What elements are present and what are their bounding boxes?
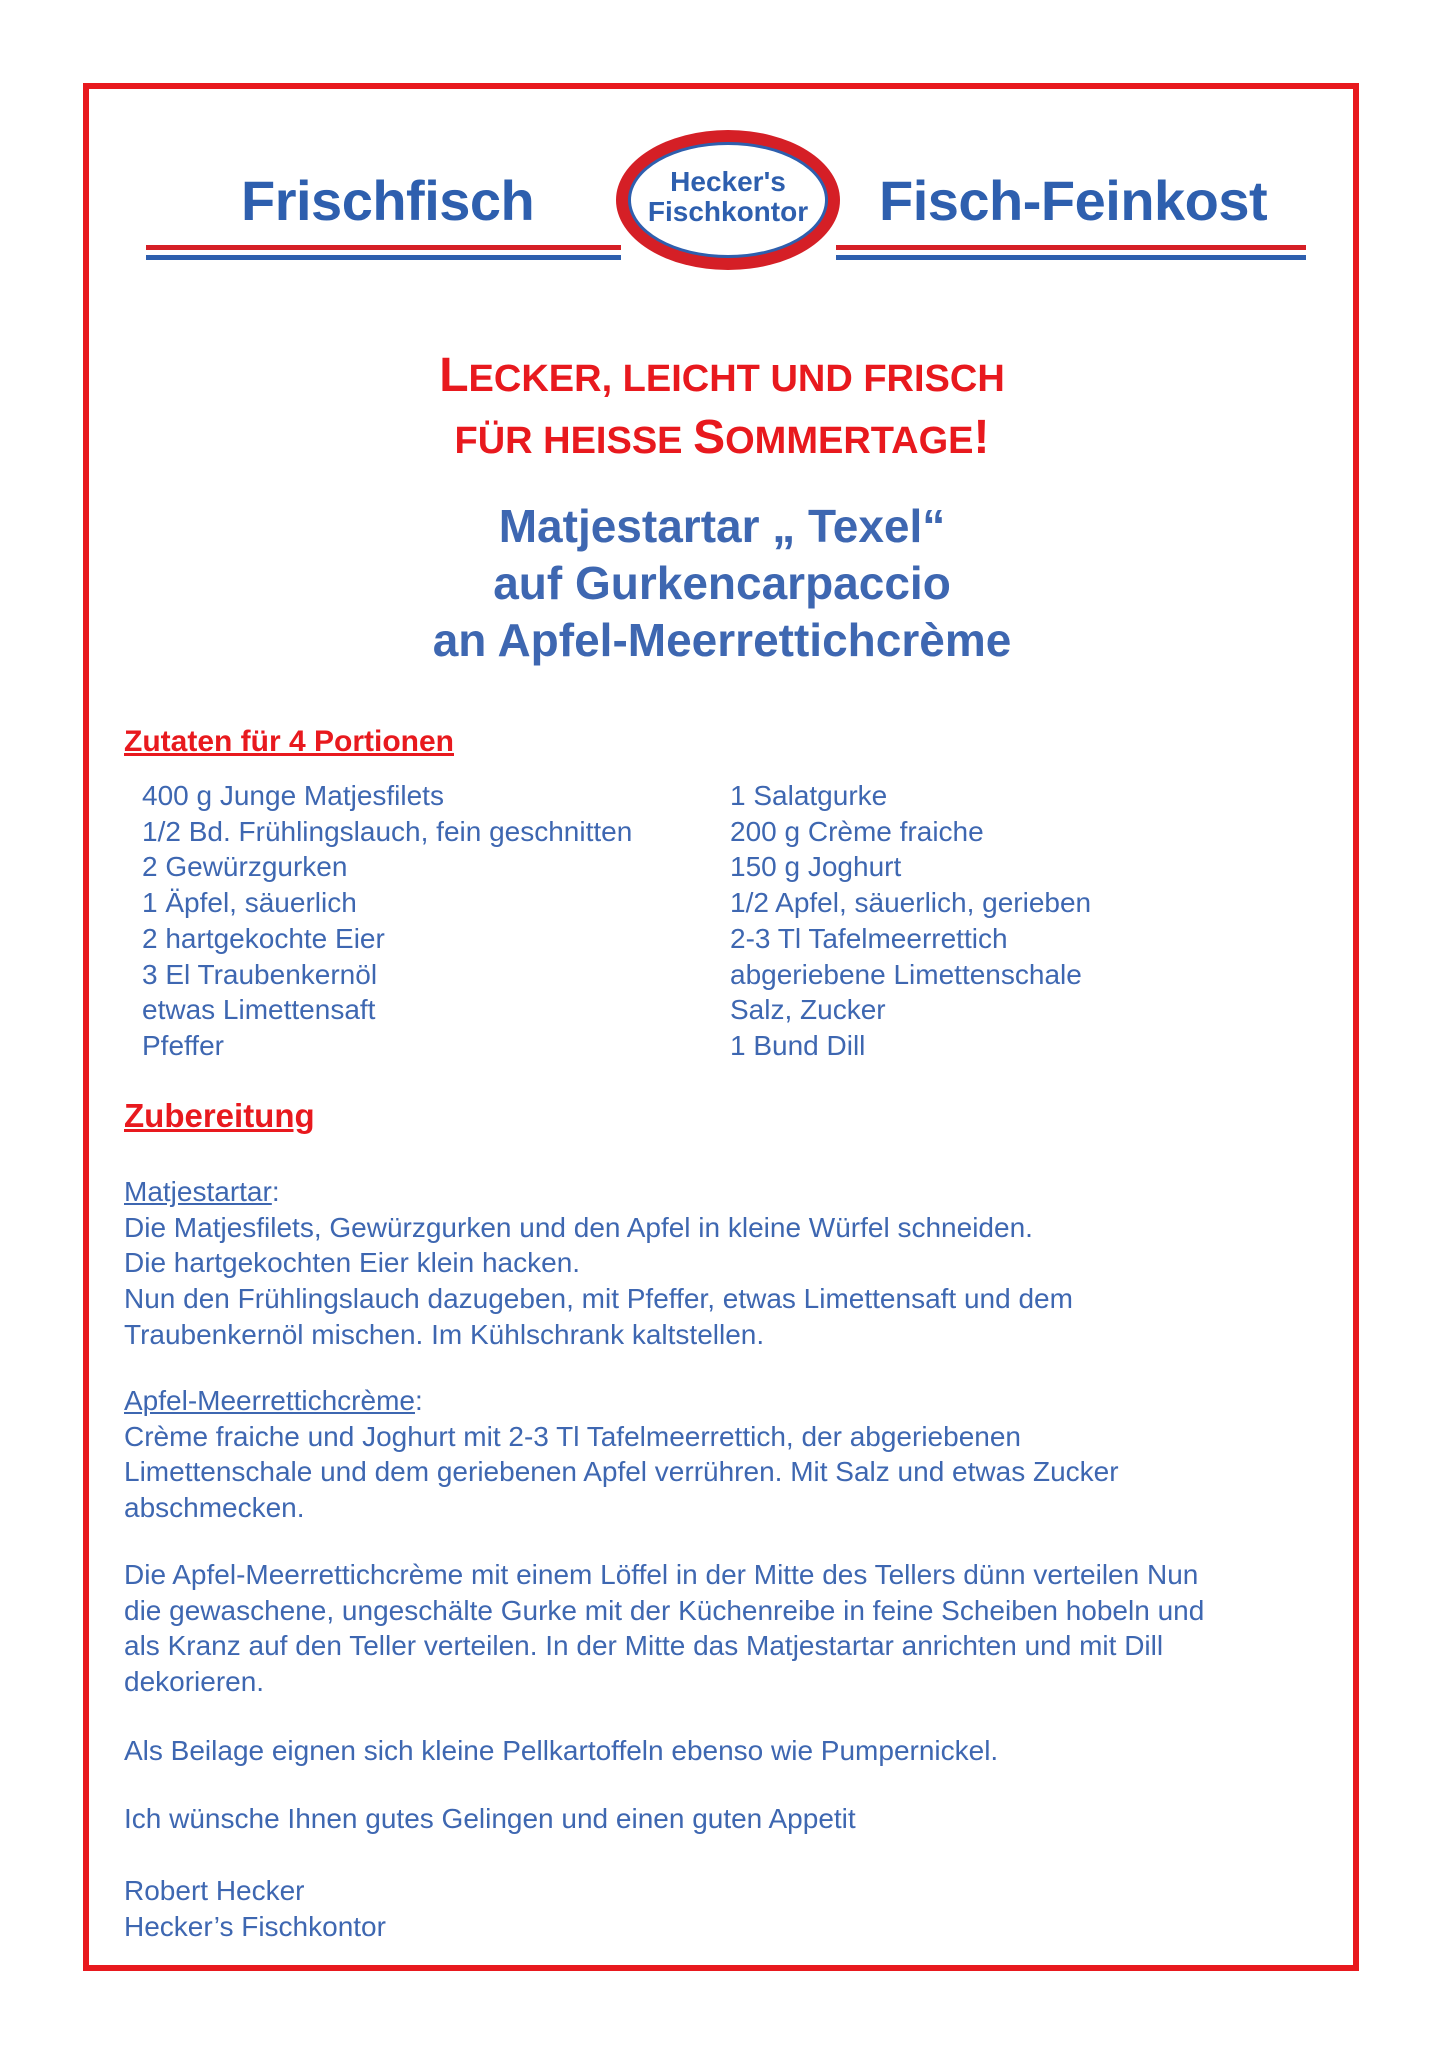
ingredient-item: 1/2 Bd. Frühlingslauch, fein geschnitten — [142, 815, 633, 847]
paragraph-line: als Kranz auf den Teller verteilen. In der Mitte das Matjestartar anrichten und mit Dill — [124, 1630, 1164, 1662]
ingredient-item: 1 Äpfel, säuerlich — [142, 887, 357, 919]
closing-wish: Ich wünsche Ihnen gutes Gelingen und einen guten Appetit — [124, 1803, 856, 1834]
ingredient-item: 2 Gewürzgurken — [142, 851, 348, 883]
logo-oval-inner — [628, 142, 828, 258]
recipe-title-line-3: an Apfel-Meerrettichcrème — [432, 614, 1012, 666]
signature-block — [124, 1873, 1324, 1944]
right-red-stripe — [836, 245, 1306, 250]
ingredient-item: 3 El Traubenkernöl — [142, 958, 378, 990]
left-blue-stripe — [146, 255, 621, 260]
recipe-title-line-2: auf Gurkencarpaccio — [493, 557, 951, 609]
matjestartar-section — [124, 1174, 1324, 1353]
ingredient-item: 400 g Junge Matjesfilets — [142, 780, 444, 811]
ingredient-item: etwas Limettensaft — [142, 994, 376, 1026]
left-red-stripe — [146, 245, 621, 250]
matjestartar-subheading: Matjestartar: — [124, 1176, 280, 1207]
paragraph-line: Die Matjesfilets, Gewürzgurken und den Apfel in kleine Würfel schneiden. — [124, 1211, 1033, 1243]
headline-line-1 — [0, 348, 1444, 403]
paragraph-line: abschmecken. — [124, 1492, 305, 1524]
ingredient-item: Pfeffer — [142, 1029, 224, 1061]
ingredient-item: 200 g Crème fraiche — [730, 815, 984, 847]
headline-part: ECKER, LEICHT UND FRISCH — [468, 358, 1005, 400]
ingredient-item: 2 hartgekochte Eier — [142, 922, 385, 954]
logo-line-heckers: Hecker's — [670, 166, 786, 197]
ingredient-item: 1/2 Apfel, säuerlich, gerieben — [730, 887, 1092, 919]
logo-line-fischkontor: Fischkontor — [647, 196, 809, 227]
paragraph-line: die gewaschene, ungeschälte Gurke mit der Küchenreibe in feine Scheiben hobeln und — [124, 1594, 1205, 1626]
matjestartar-label: Matjestartar — [124, 1176, 272, 1207]
headline-part: OMMERTAGE — [725, 420, 974, 462]
creme-section — [124, 1383, 1324, 1526]
paragraph-line: dekorieren. — [124, 1666, 265, 1698]
ingredient-item: 150 g Joghurt — [730, 851, 902, 883]
headline-line-2 — [0, 410, 1444, 465]
headline-part: L — [439, 349, 469, 402]
paragraph-line: Traubenkernöl mischen. Im Kühlschrank kaltstellen. — [124, 1318, 765, 1350]
headline-part: FÜR HEISSE — [454, 420, 694, 462]
ingredients-heading: Zutaten für 4 Portionen — [124, 725, 454, 758]
paragraph-line: Die hartgekochten Eier klein hacken. — [124, 1247, 581, 1279]
paragraph-line: Die Apfel-Meerrettichcrème mit einem Löffel in der Mitte des Tellers dünn verteilen Nun — [124, 1559, 1199, 1590]
side-dish-paragraph: Als Beilage eignen sich kleine Pellkartoffeln ebenso wie Pumpernickel. — [124, 1735, 999, 1766]
serving-paragraph — [124, 1557, 1324, 1700]
signature-name: Robert Hecker — [124, 1875, 305, 1906]
heckers-logo-oval — [616, 130, 840, 270]
ingredient-item: 2-3 Tl Tafelmeerrettich — [730, 922, 1008, 954]
ingredient-item: 1 Bund Dill — [730, 1029, 866, 1061]
ingredients-left-column — [142, 778, 632, 1064]
paragraph-line: Limettenschale und dem geriebenen Apfel verrühren. Mit Salz und etwas Zucker — [124, 1456, 1119, 1488]
ingredients-right-column — [730, 778, 1091, 1064]
ingredient-item: abgeriebene Limettenschale — [730, 958, 1082, 990]
brand-fisch-feinkost: Fisch-Feinkost — [879, 169, 1268, 232]
header-logo-banner — [146, 130, 1306, 275]
headline-part: S — [693, 411, 726, 464]
preparation-heading: Zubereitung — [124, 1097, 315, 1134]
paragraph-line: Crème fraiche und Joghurt mit 2-3 Tl Tafelmeerrettich, der abgeriebenen — [124, 1420, 1021, 1452]
creme-label: Apfel-Meerrettichcrème — [124, 1385, 415, 1416]
right-blue-stripe — [836, 255, 1306, 260]
signature-company: Hecker’s Fischkontor — [124, 1910, 386, 1942]
ingredient-item: Salz, Zucker — [730, 994, 886, 1026]
paragraph-line: Nun den Frühlingslauch dazugeben, mit Pfeffer, etwas Limettensaft und dem — [124, 1283, 1073, 1315]
ingredient-item: 1 Salatgurke — [730, 780, 888, 811]
recipe-title-line-1: Matjestartar „ Texel“ — [498, 500, 946, 552]
brand-frischfisch: Frischfisch — [241, 169, 535, 232]
creme-subheading: Apfel-Meerrettichcrème: — [124, 1385, 423, 1416]
headline-part: ! — [973, 411, 990, 464]
